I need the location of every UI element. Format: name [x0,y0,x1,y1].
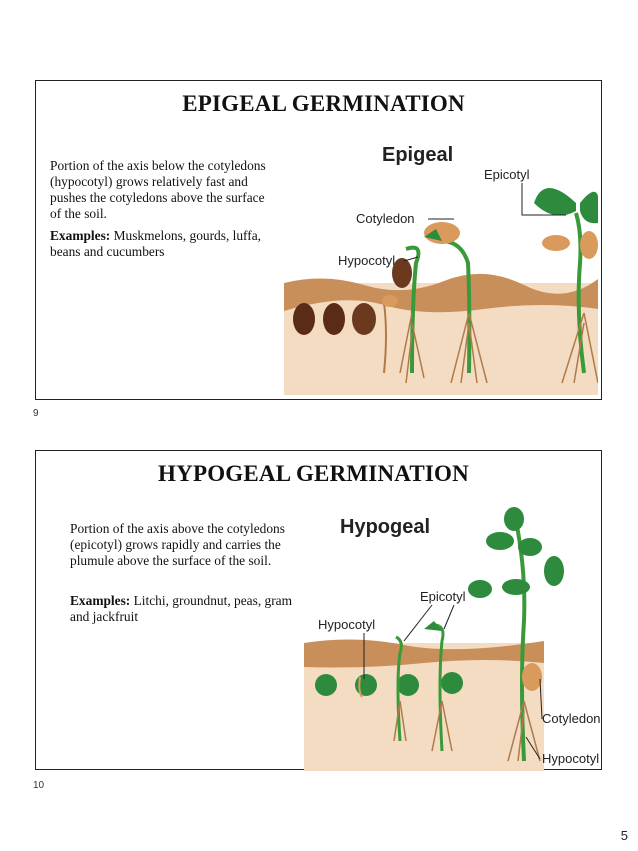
epigeal-illustration [284,133,598,395]
slide-body [50,158,270,266]
slide-hypogeal [35,450,602,770]
figure-heading: Hypogeal [340,516,431,538]
examples-label: Examples: [70,593,131,608]
slide-body [70,521,310,631]
cotyledon-label: Cotyledon [542,711,601,726]
hypocotyl-label: Hypocotyl [338,253,396,268]
examples-label: Examples: [50,228,111,243]
examples-text [70,593,310,625]
hypocotyl-label-bottom: Hypocotyl [542,751,600,766]
slide-number: 9 [33,408,39,419]
epicotyl-label: Epicotyl [420,589,466,604]
examples-list: Muskmelons, gourds, luffa, beans and cucumbers [50,228,262,259]
examples-text [50,228,270,260]
page-number: 5 [620,828,628,843]
hypocotyl-label-top: Hypocotyl [318,617,376,632]
slide-title: EPIGEAL GERMINATION [182,91,465,116]
hypogeal-illustration [304,501,604,771]
description-text: Portion of the axis below the cotyledons (hypocotyl) grows relatively fast and pushes the cotyledons above the surface of the soil. [50,158,266,221]
cotyledon-label: Cotyledon [356,211,415,226]
epicotyl-label: Epicotyl [484,167,530,182]
slide-title: HYPOGEAL GERMINATION [158,461,469,486]
slide-number: 10 [33,780,45,791]
slide-epigeal [35,80,602,400]
figure-heading: Epigeal [382,144,454,166]
description-text: Portion of the axis above the cotyledons (epicotyl) grows rapidly and carries the plumule above the surface of the soil. [70,521,285,568]
examples-list: Litchi, groundnut, peas, gram and jackfruit [70,593,293,624]
